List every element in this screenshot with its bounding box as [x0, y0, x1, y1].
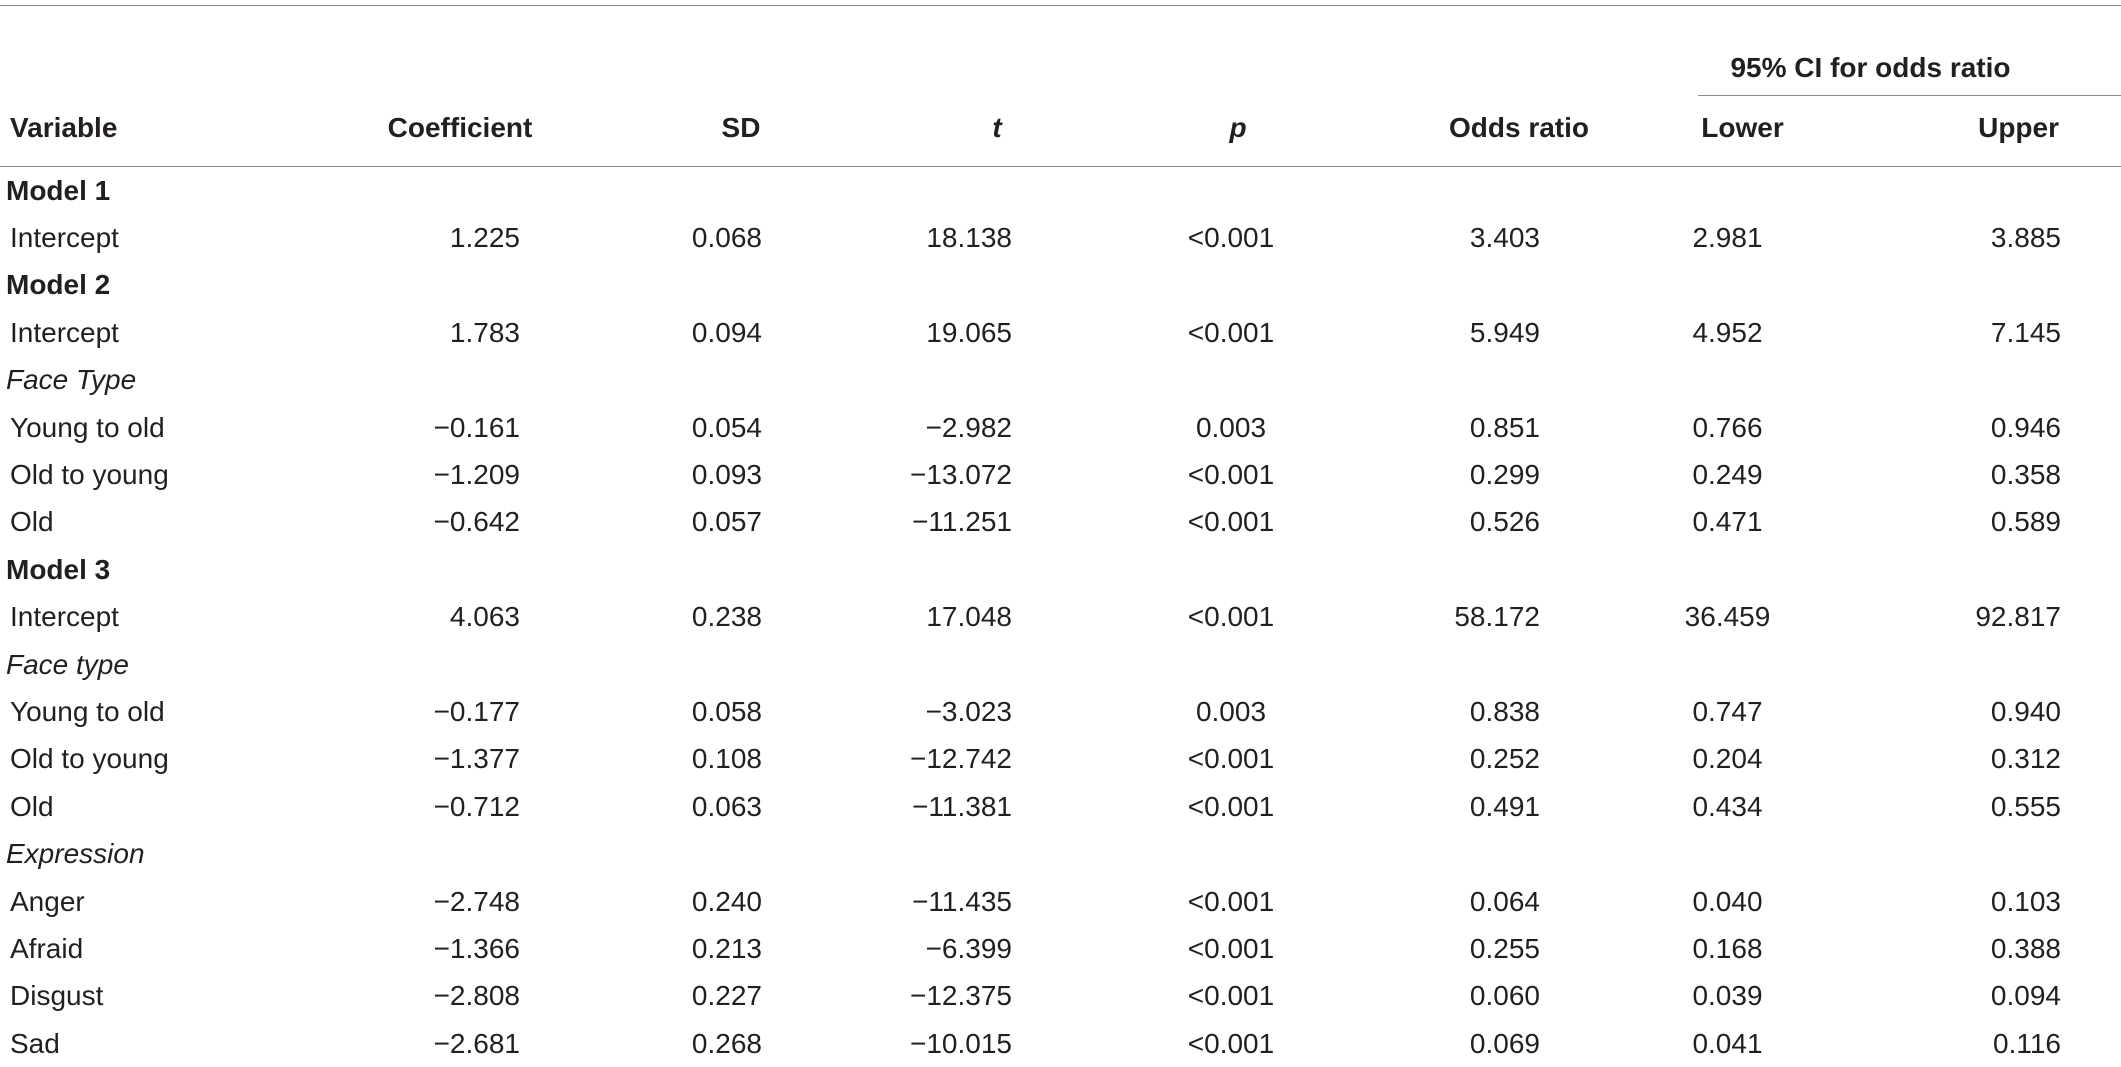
coefficient-cell: −1.366	[290, 925, 540, 972]
table-row	[0, 736, 2121, 783]
header-p: p	[1060, 96, 1308, 167]
variable-cell: Old	[0, 783, 290, 830]
p-cell	[1060, 262, 1308, 309]
variable-cell: Afraid	[0, 925, 290, 972]
p-cell: <0.001	[1060, 878, 1308, 925]
lower-cell: 0.249	[1620, 451, 1865, 498]
variable-cell: Sad	[0, 1020, 290, 1067]
ci-rule	[1698, 95, 2121, 96]
sd-cell: 0.058	[540, 688, 802, 735]
sd-cell: 0.213	[540, 925, 802, 972]
lower-cell	[1620, 546, 1865, 593]
t-cell: −11.435	[802, 878, 1060, 925]
coefficient-cell	[290, 167, 540, 215]
header-sd: SD	[540, 96, 802, 167]
odds-ratio-cell: 3.403	[1308, 214, 1620, 261]
lower-cell	[1620, 167, 1865, 215]
t-cell: −12.742	[802, 736, 1060, 783]
lower-cell: 0.168	[1620, 925, 1865, 972]
variable-cell: Anger	[0, 878, 290, 925]
table-row	[0, 404, 2121, 451]
upper-cell: 0.388	[1865, 925, 2121, 972]
p-cell	[1060, 641, 1308, 688]
lower-cell: 0.766	[1620, 404, 1865, 451]
coefficient-cell	[290, 357, 540, 404]
t-cell: −3.023	[802, 688, 1060, 735]
ci-header-label: 95% CI for odds ratio	[1730, 52, 2010, 83]
lower-cell: 0.204	[1620, 736, 1865, 783]
variable-cell: Old	[0, 499, 290, 546]
lower-cell: 2.981	[1620, 214, 1865, 261]
p-cell: <0.001	[1060, 214, 1308, 261]
lower-cell: 0.747	[1620, 688, 1865, 735]
p-cell: <0.001	[1060, 451, 1308, 498]
sd-cell	[540, 641, 802, 688]
table-body	[0, 167, 2121, 1067]
upper-cell: 0.940	[1865, 688, 2121, 735]
upper-cell: 0.946	[1865, 404, 2121, 451]
odds-ratio-cell: 0.299	[1308, 451, 1620, 498]
odds-ratio-cell: 0.851	[1308, 404, 1620, 451]
lower-cell: 0.039	[1620, 973, 1865, 1020]
t-cell: 19.065	[802, 309, 1060, 356]
p-cell: 0.003	[1060, 404, 1308, 451]
lower-cell: 0.434	[1620, 783, 1865, 830]
sd-cell: 0.268	[540, 1020, 802, 1067]
t-cell: −11.381	[802, 783, 1060, 830]
t-cell	[802, 262, 1060, 309]
p-cell: <0.001	[1060, 1020, 1308, 1067]
p-cell: <0.001	[1060, 309, 1308, 356]
upper-cell: 92.817	[1865, 594, 2121, 641]
upper-cell: 7.145	[1865, 309, 2121, 356]
sd-cell: 0.063	[540, 783, 802, 830]
header-t: t	[802, 96, 1060, 167]
coefficient-cell: 4.063	[290, 594, 540, 641]
upper-cell: 0.589	[1865, 499, 2121, 546]
sd-cell	[540, 357, 802, 404]
p-cell: <0.001	[1060, 594, 1308, 641]
column-header-row	[0, 96, 2121, 167]
lower-cell: 0.041	[1620, 1020, 1865, 1067]
upper-cell: 0.103	[1865, 878, 2121, 925]
odds-ratio-cell	[1308, 357, 1620, 404]
upper-cell	[1865, 641, 2121, 688]
upper-cell: 0.116	[1865, 1020, 2121, 1067]
coefficient-cell	[290, 546, 540, 593]
coefficient-cell: −0.177	[290, 688, 540, 735]
upper-cell: 0.555	[1865, 783, 2121, 830]
odds-ratio-cell: 0.069	[1308, 1020, 1620, 1067]
sd-cell: 0.054	[540, 404, 802, 451]
table-row	[0, 594, 2121, 641]
table-row	[0, 451, 2121, 498]
group-label: Face Type	[0, 357, 290, 404]
table-row	[0, 878, 2121, 925]
coefficient-cell: −1.377	[290, 736, 540, 783]
table-row	[0, 973, 2121, 1020]
upper-cell: 3.885	[1865, 214, 2121, 261]
coefficient-cell	[290, 262, 540, 309]
sd-cell: 0.240	[540, 878, 802, 925]
t-cell: 17.048	[802, 594, 1060, 641]
odds-ratio-cell: 0.255	[1308, 925, 1620, 972]
sd-cell: 0.227	[540, 973, 802, 1020]
odds-ratio-cell: 0.838	[1308, 688, 1620, 735]
t-cell	[802, 546, 1060, 593]
odds-ratio-cell: 0.064	[1308, 878, 1620, 925]
group-heading-row	[0, 830, 2121, 877]
odds-ratio-cell: 0.060	[1308, 973, 1620, 1020]
coefficient-cell: −2.808	[290, 973, 540, 1020]
odds-ratio-cell: 0.491	[1308, 783, 1620, 830]
t-cell: −11.251	[802, 499, 1060, 546]
p-cell	[1060, 546, 1308, 593]
upper-cell: 0.358	[1865, 451, 2121, 498]
t-cell: −6.399	[802, 925, 1060, 972]
upper-cell	[1865, 830, 2121, 877]
odds-ratio-cell: 0.526	[1308, 499, 1620, 546]
regression-table	[0, 5, 2121, 1067]
table-header	[0, 6, 2121, 167]
upper-cell	[1865, 546, 2121, 593]
p-cell	[1060, 167, 1308, 215]
p-cell	[1060, 830, 1308, 877]
upper-cell: 0.094	[1865, 973, 2121, 1020]
odds-ratio-cell	[1308, 167, 1620, 215]
t-cell: 18.138	[802, 214, 1060, 261]
odds-ratio-cell	[1308, 262, 1620, 309]
sd-cell: 0.093	[540, 451, 802, 498]
coefficient-cell: −0.161	[290, 404, 540, 451]
lower-cell: 4.952	[1620, 309, 1865, 356]
t-cell	[802, 641, 1060, 688]
p-cell	[1060, 357, 1308, 404]
model-heading-row	[0, 546, 2121, 593]
p-cell: <0.001	[1060, 925, 1308, 972]
group-heading-row	[0, 357, 2121, 404]
model-label: Model 3	[0, 546, 290, 593]
variable-cell: Old to young	[0, 451, 290, 498]
coefficient-cell: 1.225	[290, 214, 540, 261]
t-cell: −2.982	[802, 404, 1060, 451]
group-label: Expression	[0, 830, 290, 877]
t-cell: −12.375	[802, 973, 1060, 1020]
model-label: Model 1	[0, 167, 290, 215]
sd-cell: 0.057	[540, 499, 802, 546]
table-row	[0, 214, 2121, 261]
model-heading-row	[0, 167, 2121, 215]
header-upper: Upper	[1865, 96, 2121, 167]
ci-header-row	[0, 6, 2121, 96]
odds-ratio-cell: 0.252	[1308, 736, 1620, 783]
sd-cell: 0.094	[540, 309, 802, 356]
coefficient-cell: −2.748	[290, 878, 540, 925]
t-cell	[802, 167, 1060, 215]
sd-cell	[540, 262, 802, 309]
lower-cell	[1620, 262, 1865, 309]
upper-cell: 0.312	[1865, 736, 2121, 783]
p-cell: 0.003	[1060, 688, 1308, 735]
coefficient-cell: −2.681	[290, 1020, 540, 1067]
upper-cell	[1865, 357, 2121, 404]
table-row	[0, 783, 2121, 830]
sd-cell	[540, 167, 802, 215]
upper-cell	[1865, 262, 2121, 309]
p-cell: <0.001	[1060, 736, 1308, 783]
group-heading-row	[0, 641, 2121, 688]
variable-cell: Intercept	[0, 214, 290, 261]
header-variable: Variable	[0, 96, 290, 167]
odds-ratio-cell	[1308, 546, 1620, 593]
table-row	[0, 688, 2121, 735]
sd-cell	[540, 546, 802, 593]
model-heading-row	[0, 262, 2121, 309]
t-cell: −10.015	[802, 1020, 1060, 1067]
variable-cell: Old to young	[0, 736, 290, 783]
t-cell	[802, 357, 1060, 404]
p-cell: <0.001	[1060, 973, 1308, 1020]
coefficient-cell	[290, 641, 540, 688]
lower-cell	[1620, 830, 1865, 877]
table-row	[0, 925, 2121, 972]
t-cell: −13.072	[802, 451, 1060, 498]
table-row	[0, 499, 2121, 546]
upper-cell	[1865, 167, 2121, 215]
coefficient-cell	[290, 830, 540, 877]
group-label: Face type	[0, 641, 290, 688]
variable-cell: Young to old	[0, 688, 290, 735]
lower-cell	[1620, 357, 1865, 404]
header-lower: Lower	[1620, 96, 1865, 167]
model-label: Model 2	[0, 262, 290, 309]
variable-cell: Intercept	[0, 594, 290, 641]
odds-ratio-cell: 58.172	[1308, 594, 1620, 641]
coefficient-cell: −0.642	[290, 499, 540, 546]
sd-cell: 0.068	[540, 214, 802, 261]
lower-cell: 36.459	[1620, 594, 1865, 641]
p-cell: <0.001	[1060, 783, 1308, 830]
header-odds-ratio: Odds ratio	[1308, 96, 1620, 167]
coefficient-cell: −1.209	[290, 451, 540, 498]
odds-ratio-cell: 5.949	[1308, 309, 1620, 356]
coefficient-cell: −0.712	[290, 783, 540, 830]
coefficient-cell: 1.783	[290, 309, 540, 356]
table-row	[0, 309, 2121, 356]
lower-cell: 0.471	[1620, 499, 1865, 546]
header-coefficient: Coefficient	[290, 96, 540, 167]
variable-cell: Intercept	[0, 309, 290, 356]
p-cell: <0.001	[1060, 499, 1308, 546]
odds-ratio-cell	[1308, 830, 1620, 877]
table-row	[0, 1020, 2121, 1067]
ci-header	[1620, 6, 2121, 96]
odds-ratio-cell	[1308, 641, 1620, 688]
sd-cell	[540, 830, 802, 877]
variable-cell: Disgust	[0, 973, 290, 1020]
sd-cell: 0.108	[540, 736, 802, 783]
variable-cell: Young to old	[0, 404, 290, 451]
lower-cell: 0.040	[1620, 878, 1865, 925]
lower-cell	[1620, 641, 1865, 688]
t-cell	[802, 830, 1060, 877]
sd-cell: 0.238	[540, 594, 802, 641]
